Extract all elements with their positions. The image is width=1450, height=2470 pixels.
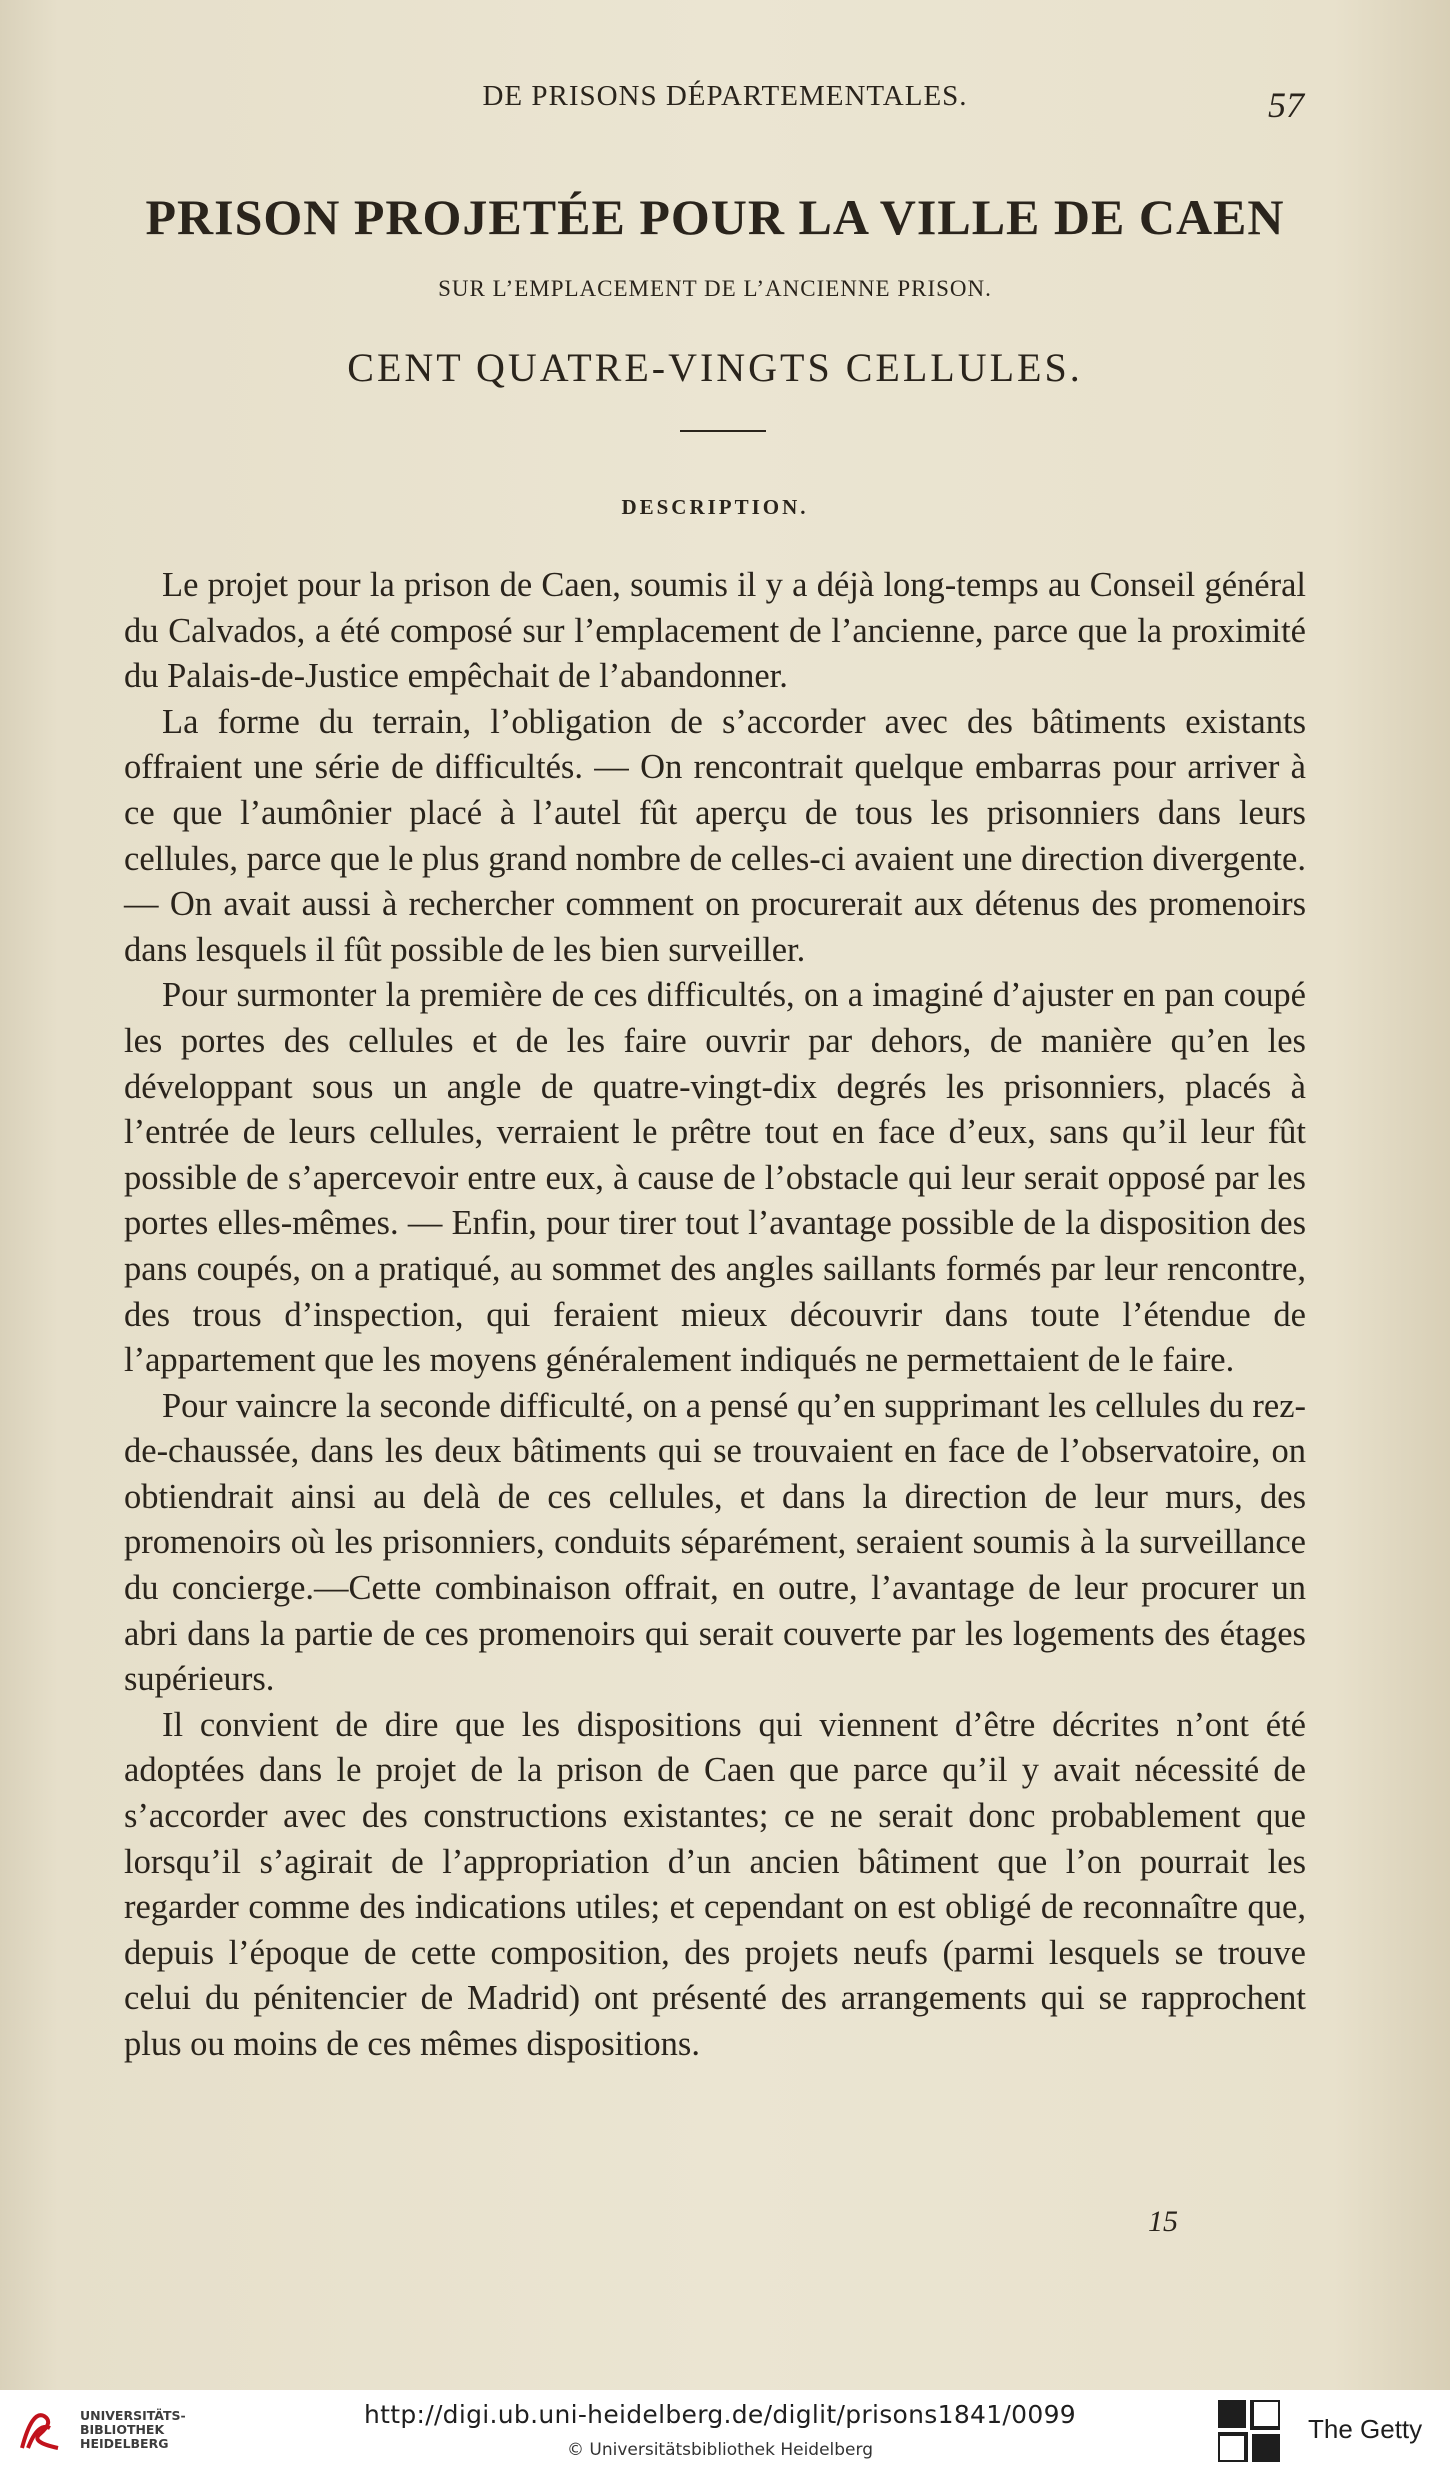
getty-logo-icon bbox=[1218, 2400, 1280, 2462]
partner-name: The Getty bbox=[1308, 2414, 1423, 2444]
paragraph: Il convient de dire que les dispositions qui viennent d’être décrites n’ont été adoptées dans le projet de la prison de Caen que parce qu’il y avait nécessité de s’accorder avec des constructions existantes; ce ne serait donc probablement que lorsqu’il s’agirait de l’appropriation d’un ancien bâtiment que l’on pourrait les regarder comme des indications utiles; et cependant on est obligé de reconnaître que, depuis l’époque de cette composition, des projets neufs (parmi lesquels se trouve celui du pénitencier de Madrid) ont présenté des arrangements qui se rapprochent plus ou moins de ces mêmes dispositions. bbox=[124, 1705, 1306, 2063]
library-name-line: UNIVERSITÄTS- bbox=[80, 2408, 186, 2423]
signature-mark: 15 bbox=[1148, 2205, 1178, 2238]
paragraph: Pour vaincre la seconde difficulté, on a pensé qu’en supprimant les cellules du rez-de-chaussée, dans les deux bâtiments qui se trouvaient en face de l’observatoire, on obtiendrait ainsi au delà de ces cellules, et dans la direction de leur murs, des promenoirs où les prisonniers, conduits séparément, seraient soumis à la surveillance du concierge.—Cette combinaison offrait, en outre, l’avantage de leur procurer un abri dans la partie de ces promenoirs qui serait couverte par les logements des étages supérieurs. bbox=[124, 1386, 1306, 1699]
section-title: CENT QUATRE-VINGTS CELLULES. bbox=[347, 345, 1083, 390]
ub-heidelberg-logo-icon bbox=[14, 2404, 66, 2456]
paragraph: Le projet pour la prison de Caen, soumis il y a déjà long-temps au Conseil général du Calvados, a été composé sur l’emplacement de l’ancienne, parce que la proximité du Palais-de-Justice empêchait de l’abandonner. bbox=[124, 566, 1306, 696]
running-head: DE PRISONS DÉPARTEMENTALES. bbox=[482, 80, 968, 112]
description-heading: DESCRIPTION. bbox=[621, 495, 809, 519]
library-name-line: BIBLIOTHEK bbox=[80, 2422, 165, 2437]
viewer-footer bbox=[0, 2390, 1450, 2470]
library-name-line: HEIDELBERG bbox=[80, 2436, 169, 2451]
library-name bbox=[80, 2409, 190, 2451]
permalink-url[interactable]: http://digi.ub.uni-heidelberg.de/diglit/prisons1841/0099 bbox=[364, 2400, 1076, 2429]
copyright-notice: © Universitätsbibliothek Heidelberg bbox=[566, 2440, 873, 2460]
page-title: PRISON PROJETÉE POUR LA VILLE DE CAEN bbox=[145, 189, 1285, 245]
paragraph: La forme du terrain, l’obligation de s’accorder avec des bâtiments existants offraient une série de difficultés. — On rencontrait quelque embarras pour arriver à ce que l’aumônier placé à l’autel fût aperçu de tous les prisonniers dans leurs cellules, parce que le plus grand nombre de celles-ci avaient une direction divergente. — On avait aussi à rechercher comment on procurerait aux détenus des promenoirs dans lesquels il fût possible de les bien surveiller. bbox=[124, 702, 1306, 969]
body-text bbox=[124, 563, 1306, 2068]
title-divider bbox=[680, 430, 766, 432]
paragraph: Pour surmonter la première de ces difficultés, on a imaginé d’ajuster en pan coupé les portes des cellules et de les faire ouvrir par dehors, de manière qu’en les développant sous un angle de quatre-vingt-dix degrés les prisonniers, placés à l’entrée de leurs cellules, verraient le prêtre tout en face d’eux, sans qu’il leur fût possible de s’apercevoir entre eux, à cause de l’obstacle qui leur serait opposé par les portes elles-mêmes. — Enfin, pour tirer tout l’avantage possible de la disposition des pans coupés, on a pratiqué, au sommet des angles saillants formés par leur rencontre, des trous d’inspection, qui feraient mieux découvrir dans toute l’étendue de l’appartement que les moyens généralement indiqués ne permettaient de le faire. bbox=[124, 976, 1306, 1380]
page-number: 57 bbox=[1268, 85, 1304, 125]
page-subtitle: SUR L’EMPLACEMENT DE L’ANCIENNE PRISON. bbox=[438, 276, 992, 301]
